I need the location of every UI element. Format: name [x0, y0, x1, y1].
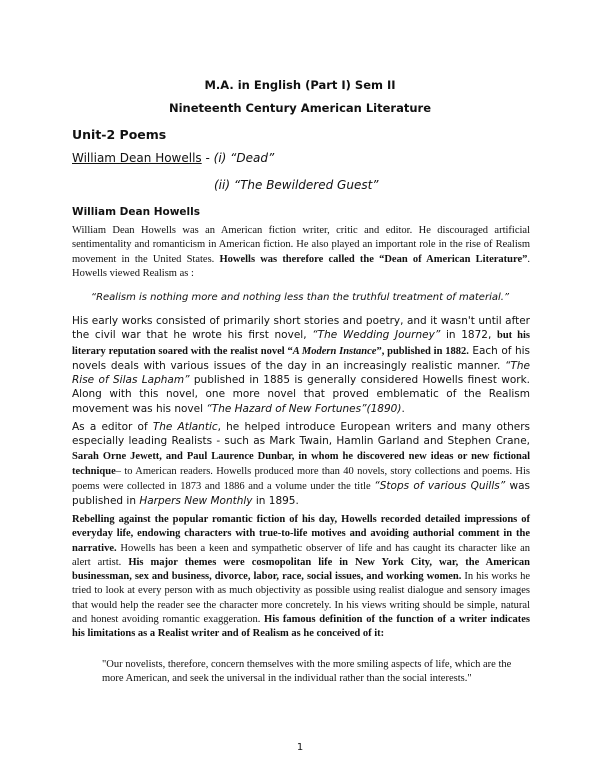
p3-text-5: in 1895. [252, 495, 299, 508]
p2-text-3: Each of his novels deals with various issues of the day in an increasingly realistic manner. [72, 344, 530, 372]
p4-text-1: Howells has been a keen and sympathetic observer of life and has caught its character like an alert artist. [72, 542, 530, 568]
p3-text-1: As a editor of [72, 421, 153, 433]
p3-bold-1: Sarah Orne Jewett, and Paul Laurence Dunbar, in whom he discovered new ideas or new fictional technique [72, 450, 530, 477]
p1-text-1: William Dean Howells was an American fiction writer, critic and editor. He discouraged artificial sentimentality and romanticism in American fiction. He also played an important role in the rise of Realism movement in the United States. [72, 225, 530, 265]
poem-1: (i) “Dead” [213, 151, 275, 165]
p2-text-4: published in 1885 is generally considered Howells finest work. Along with this novel, one more novel that proved emblematic of the Realism movement was his novel [72, 374, 531, 415]
p2-italic-2: “The Rise of Silas Lapham” [72, 359, 530, 387]
realism-quote: “Realism is nothing more and nothing less than the truthful treatment of material.” [90, 292, 510, 303]
p3-italic-1: The Atlantic [152, 421, 218, 433]
page-number: 1 [296, 742, 304, 753]
poem-2-line [214, 178, 379, 192]
p4-text-2: In his works he tried to look at every person with as much objectivity as possible using realist dialogue and sensory images that would help the reader see the character more concretely. In his views writing should be simple, natural and honest avoiding romantic exaggeration. [72, 571, 530, 626]
novelists-quote: "Our novelists, therefore, concern themselves with the more smiling aspects of life, which are the more American, and seek the universal in the individual rather than the social interests." [102, 659, 512, 684]
p1-bold-1: Howells was therefore called the “Dean of American Literature” [219, 253, 528, 265]
paragraph-editor [72, 420, 530, 509]
p3-text-3: – to American readers. Howells produced more than 40 novels, story collections and poems. His poems were collected in 1873 and 1886 and a volume under the title [72, 465, 530, 493]
author-dash: - [201, 151, 214, 165]
course-title: M.A. in English (Part I) Sem II [204, 78, 396, 92]
p1-text-2: . Howells viewed Realism as : [72, 253, 530, 279]
poem-2: (ii) “The Bewildered Guest” [214, 178, 379, 192]
p2-italic-1: “The Wedding Journey” [312, 329, 441, 342]
p3-italic-3: Harpers New Monthly [139, 495, 253, 508]
p2-text-5: . [401, 402, 405, 415]
p2-text-2: in 1872, [440, 329, 497, 342]
p2-text-1: His early works consisted of primarily short stories and poetry, and it wasn't until after the civil war that he wrote his first novel, [72, 315, 530, 342]
author-line [72, 151, 274, 165]
subject-title: Nineteenth Century American Literature [168, 101, 432, 115]
p2-bold-italic-1: A Modern Instance [292, 345, 377, 357]
p3-text-4: was published in [72, 480, 530, 508]
p4-bold-3: His famous definition of the function of a writer indicates his limitations as a Realist writer and of Realism as he conceived of it: [72, 614, 530, 640]
p2-bold-1: but his literary reputation soared with the realist novel “ [72, 330, 530, 357]
paragraph-realism-themes [72, 513, 530, 642]
p3-italic-2: “Stops of various Quills” [374, 480, 506, 493]
paragraph-early-works [72, 314, 530, 416]
p4-bold-2: His major themes were cosmopolitan life in New York City, war, the American businessman, sex and business, divorce, labor, race, social issues, and working women. [72, 556, 530, 583]
p2-italic-3: “The Hazard of New Fortunes”(1890) [206, 402, 402, 415]
p3-text-2: , he helped introduce European writers and many others especially leading Realists - such as Mark Twain, Hamlin Garland and Stephen Crane, [72, 421, 530, 448]
unit-title: Unit-2 Poems [72, 127, 167, 142]
author-link[interactable]: William Dean Howells [72, 151, 202, 165]
p2-bold-2: ”, published in 1882. [376, 345, 469, 357]
section-heading: William Dean Howells [72, 206, 200, 218]
p4-bold-1: Rebelling against the popular romantic fiction of his day, Howells recorded detailed impressions of everyday life, endowing characters with true-to-life motives and avoiding authorial comment in the narrative. [72, 514, 530, 554]
paragraph-intro [72, 224, 530, 281]
